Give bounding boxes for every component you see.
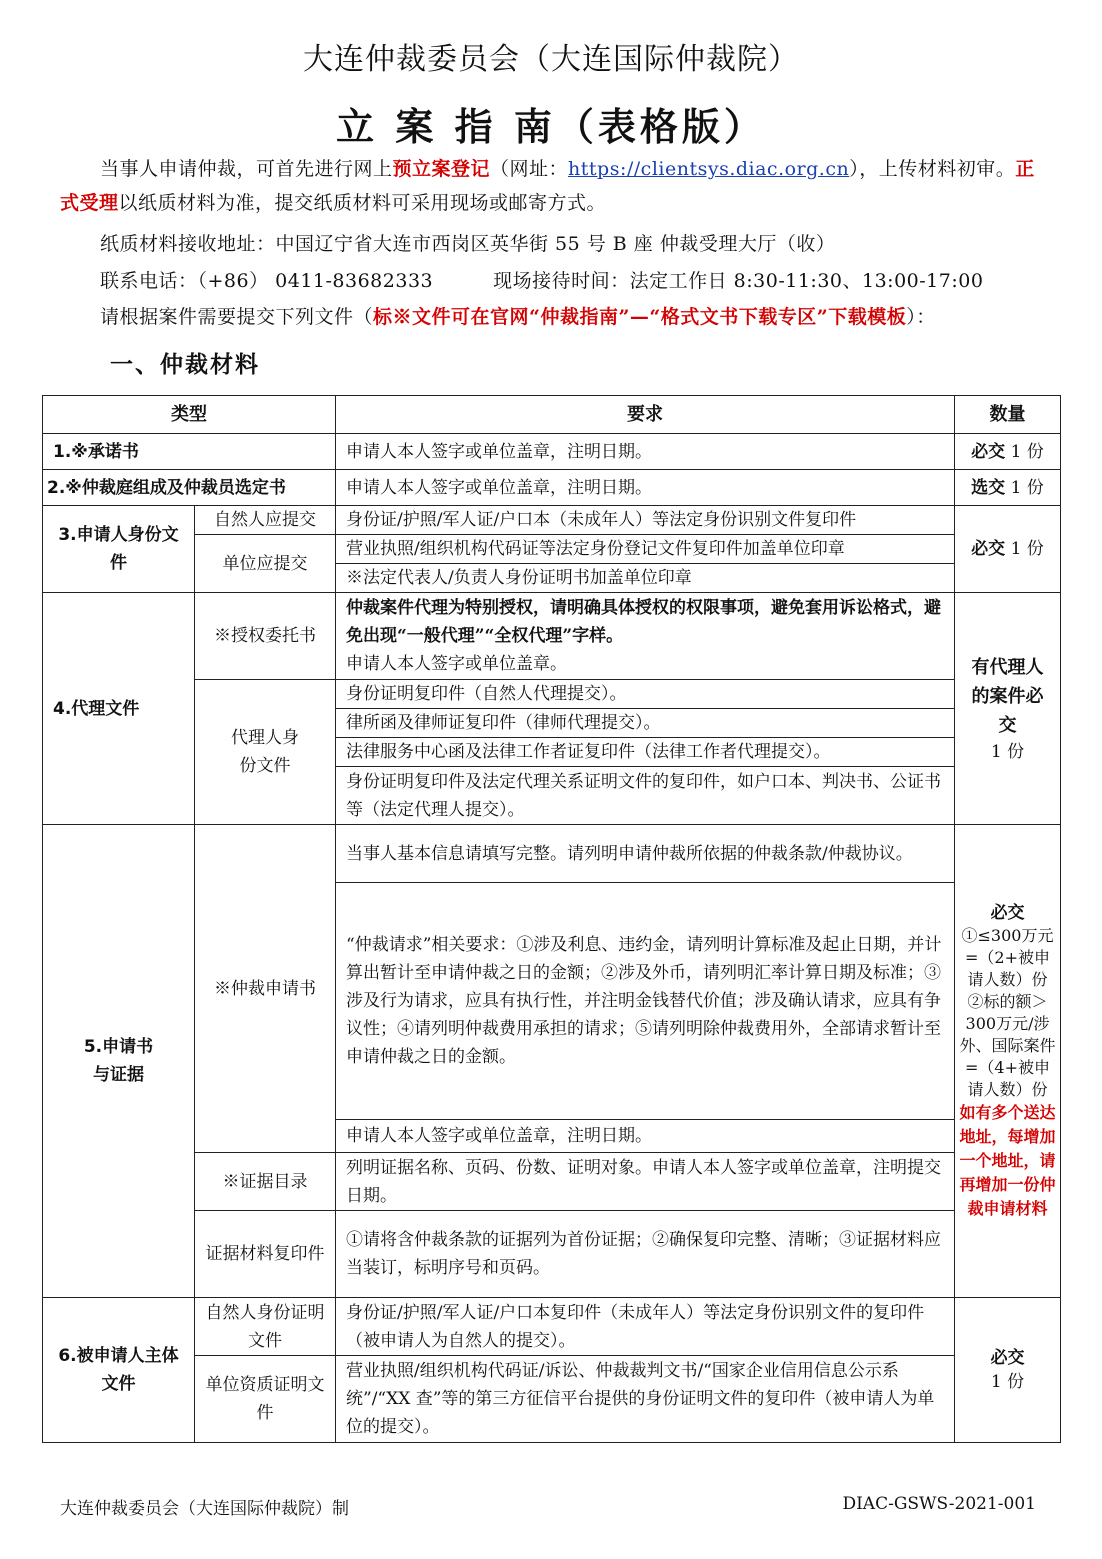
section-title: 一、仲裁材料 bbox=[110, 352, 260, 378]
quantity-formula: ①≤300万元=（2+被申请人数）份 ②标的额＞300万元/涉外、国际案件=（4+被申请人数）份 bbox=[959, 926, 1056, 1099]
requirement-cell: 律所函及律师证复印件（律师代理提交）。 bbox=[336, 709, 955, 738]
requirement-cell: ①请将含仲裁条款的证据列为首份证据；②确保复印完整、清晰；③证据材料应当装订，标明序号和页码。 bbox=[336, 1211, 955, 1298]
quantity-count: 1 份 bbox=[1010, 477, 1044, 498]
quantity-cell bbox=[955, 506, 1061, 593]
sub-entity-qualification: 单位资质证明文件 bbox=[195, 1356, 336, 1443]
requirement-cell: ※法定代表人/负责人身份证明书加盖单位印章 bbox=[336, 564, 955, 593]
quantity-count: 1 份 bbox=[990, 1372, 1025, 1392]
instruction-line bbox=[60, 300, 1050, 334]
quantity-required: 有代理人的案件必交 bbox=[971, 657, 1044, 736]
quantity-required: 必交 bbox=[990, 1348, 1025, 1368]
pre-registration-highlight: 预立案登记 bbox=[392, 158, 491, 180]
sub-entity: 单位应提交 bbox=[195, 535, 336, 593]
requirement-cell: 营业执照/组织机构代码证等法定身份登记文件复印件加盖单位印章 bbox=[336, 535, 955, 564]
materials-table bbox=[42, 395, 1061, 1443]
quantity-required: 必交 bbox=[971, 539, 1006, 559]
intro-text: 当事人申请仲裁，可首先进行网上 bbox=[100, 158, 393, 180]
instruction-text: ）： bbox=[906, 306, 936, 328]
row-tribunal-selection: 2.※仲裁庭组成及仲裁员选定书 bbox=[43, 470, 336, 506]
quantity-required: 必交 bbox=[990, 903, 1025, 923]
sub-arbitration-application: ※仲裁申请书 bbox=[195, 825, 336, 1153]
sub-power-of-attorney: ※授权委托书 bbox=[195, 593, 336, 680]
phone-text: 联系电话：（+86） 0411-83682333 bbox=[100, 270, 434, 292]
sub-agent-identity: 代理人身份文件 bbox=[195, 680, 336, 825]
header-requirement: 要求 bbox=[336, 396, 955, 434]
row-application-evidence: 5.申请书与证据 bbox=[43, 825, 195, 1298]
intro-text: ），上传材料初审。 bbox=[849, 158, 1016, 180]
multiple-address-note: 如有多个送达地址，每增加一个地址，请再增加一份仲裁申请材料 bbox=[959, 1103, 1056, 1218]
sub-evidence-list: ※证据目录 bbox=[195, 1153, 336, 1211]
document-title: 立 案 指 南（表格版） bbox=[336, 104, 766, 149]
row-applicant-identity: 3.申请人身份文件 bbox=[43, 506, 195, 593]
quantity-required: 必交 bbox=[971, 441, 1006, 462]
requirement-cell bbox=[336, 593, 955, 680]
requirement-cell: 身份证明复印件（自然人代理提交）。 bbox=[336, 680, 955, 709]
header-type: 类型 bbox=[43, 396, 336, 434]
requirement-cell: 列明证据名称、页码、份数、证明对象。申请人本人签字或单位盖章，注明提交日期。 bbox=[336, 1153, 955, 1211]
website-link[interactable]: https://clientsys.diac.org.cn bbox=[568, 158, 850, 180]
contact-line bbox=[60, 264, 1050, 298]
footer-organization: 大连仲裁委员会（大连国际仲裁院）制 bbox=[60, 1499, 349, 1519]
instruction-text: 请根据案件需要提交下列文件（ bbox=[100, 306, 374, 328]
requirement-cell: 身份证/护照/军人证/户口本复印件（未成年人）等法定身份识别文件的复印件（被申请人为自然人的提交）。 bbox=[336, 1298, 955, 1356]
requirement-cell: 身份证/护照/军人证/户口本（未成年人）等法定身份识别文件复印件 bbox=[336, 506, 955, 535]
organization-title: 大连仲裁委员会（大连国际仲裁院） bbox=[303, 42, 799, 77]
quantity-cell bbox=[955, 470, 1061, 506]
template-download-note: 标※文件可在官网“仲裁指南”—“格式文书下载专区”下载模板 bbox=[373, 306, 907, 328]
quantity-cell bbox=[955, 434, 1061, 470]
row-respondent-documents: 6.被申请人主体文件 bbox=[43, 1298, 195, 1443]
requirement-cell: 申请人本人签字或单位盖章，注明日期。 bbox=[336, 470, 955, 506]
requirement-text: 申请人本人签字或单位盖章。 bbox=[346, 654, 567, 674]
intro-text: 以纸质材料为准，提交纸质材料可采用现场或邮寄方式。 bbox=[118, 192, 607, 214]
quantity-count: 1 份 bbox=[1010, 539, 1044, 559]
requirement-cell: 当事人基本信息请填写完整。请列明申请仲裁所依据的仲裁条款/仲裁协议。 bbox=[336, 825, 955, 883]
address-line: 纸质材料接收地址：中国辽宁省大连市西岗区英华街 55 号 B 座 仲裁受理大厅（收） bbox=[100, 233, 836, 255]
quantity-optional: 选交 bbox=[971, 477, 1006, 498]
special-authorization-note: 仲裁案件代理为特别授权，请明确具体授权的权限事项，避免套用诉讼格式，避免出现“一般代理”“全权代理”字样。 bbox=[346, 598, 941, 646]
quantity-cell bbox=[955, 1298, 1061, 1443]
intro-text: （网址： bbox=[490, 158, 569, 180]
requirement-cell: 营业执照/组织机构代码证/诉讼、仲裁裁判文书/“国家企业信用信息公示系统”/“XX 查”等的第三方征信平台提供的身份证明文件的复印件（被申请人为单位的提交）。 bbox=[336, 1356, 955, 1443]
quantity-count: 1 份 bbox=[1010, 441, 1044, 462]
formal-acceptance-highlight: 正式受理 bbox=[60, 158, 1035, 214]
hours-text: 现场接待时间：法定工作日 8:30-11:30、13:00-17:00 bbox=[493, 270, 984, 292]
requirement-cell: “仲裁请求”相关要求：①涉及利息、违约金，请列明计算标准及起止日期，并计算出暂计至申请仲裁之日的金额；②涉及外币，请列明汇率计算日期及标准；③涉及行为请求，应具有执行性，并注明金钱替代价值；涉及确认请求，应具有争议性；④请列明仲裁费用承担的请求；⑤请列明除仲裁费用外，全部请求暂计至申请仲裁之日的金额。 bbox=[336, 883, 955, 1120]
row-agent-documents: 4.代理文件 bbox=[43, 593, 195, 825]
intro-paragraph bbox=[60, 152, 1050, 220]
row-commitment-letter: 1.※承诺书 bbox=[43, 434, 336, 470]
requirement-cell: 申请人本人签字或单位盖章，注明日期。 bbox=[336, 434, 955, 470]
sub-natural-person: 自然人应提交 bbox=[195, 506, 336, 535]
quantity-cell bbox=[955, 593, 1061, 825]
sub-natural-person-identity: 自然人身份证明文件 bbox=[195, 1298, 336, 1356]
requirement-cell: 申请人本人签字或单位盖章，注明日期。 bbox=[336, 1120, 955, 1153]
header-quantity: 数量 bbox=[955, 396, 1061, 434]
requirement-cell: 身份证明复印件及法定代理关系证明文件的复印件，如户口本、判决书、公证书等（法定代理人提交）。 bbox=[336, 767, 955, 825]
footer-document-code: DIAC-GSWS-2021-001 bbox=[842, 1494, 1036, 1514]
requirement-cell: 法律服务中心函及法律工作者证复印件（法律工作者代理提交）。 bbox=[336, 738, 955, 767]
quantity-count: 1 份 bbox=[990, 742, 1025, 762]
quantity-cell bbox=[955, 825, 1061, 1298]
sub-evidence-copies: 证据材料复印件 bbox=[195, 1211, 336, 1298]
